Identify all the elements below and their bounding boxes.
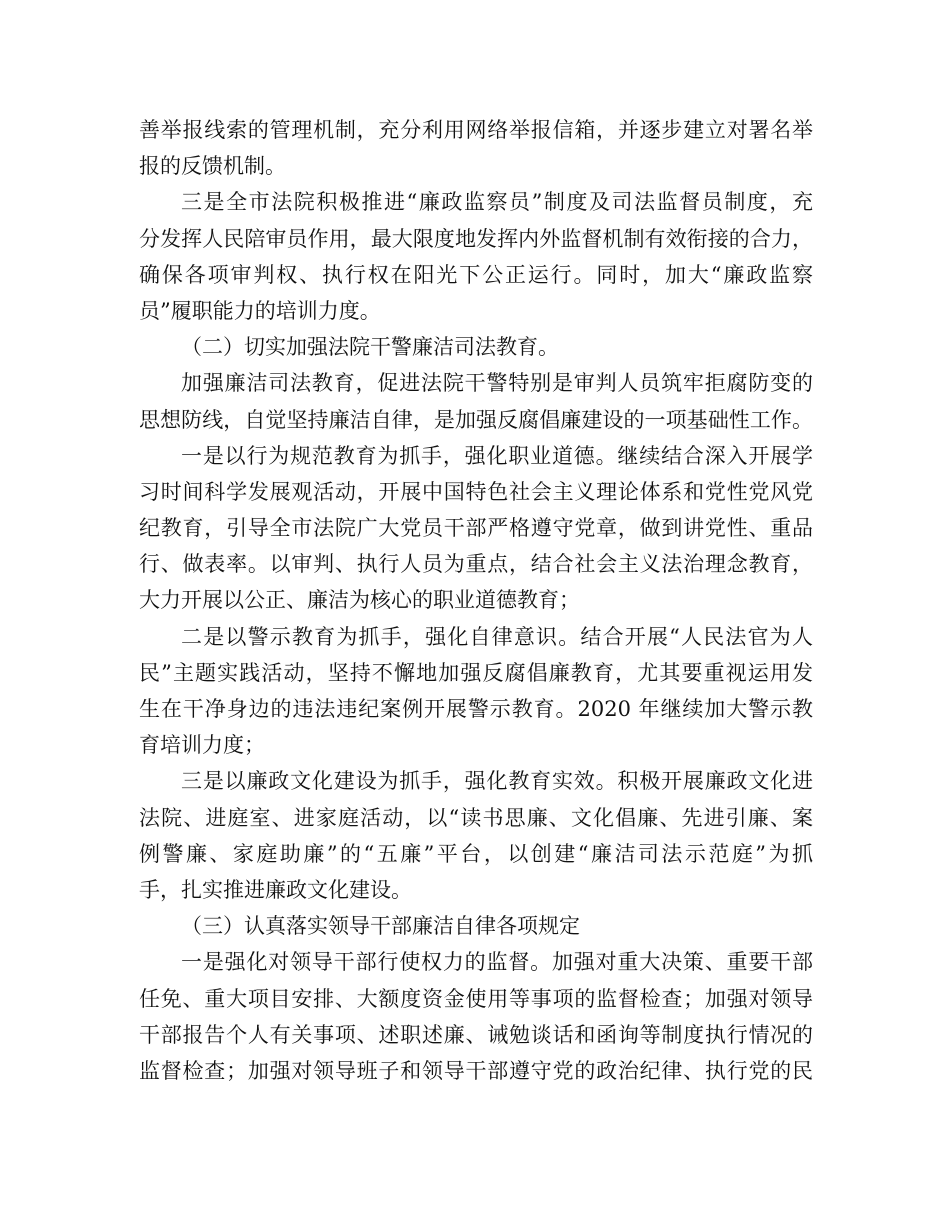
paragraph-start: 一是以行为规范教育为抓手，强化职业道德。继续结合深入开展学 [181,443,813,468]
text-line: 任免、重大项目安排、大额度资金使用等事项的监督检查；加强对领导 [139,986,813,1011]
text-line: 行、做表率。以审判、执行人员为重点，结合社会主义法治理念教育， [139,552,813,577]
paragraph-start: 三是以廉政文化建设为抓手，强化教育实效。积极开展廉政文化进 [181,769,813,794]
paragraph-start: 一是强化对领导干部行使权力的监督。加强对重大决策、重要干部 [181,950,813,975]
section-heading: （二）切实加强法院干警廉洁司法教育。 [181,335,559,360]
text-line: 手，扎实推进廉政文化建设。 [139,877,412,902]
text-line: 监督检查；加强对领导班子和领导干部遵守党的政治纪律、执行党的民 [139,1058,813,1083]
paragraph-start: 三是全市法院积极推进“廉政监察员”制度及司法监督员制度，充 [181,190,813,215]
text-line: 思想防线，自觉坚持廉洁自律，是加强反腐倡廉建设的一项基础性工作。 [139,407,813,432]
text-line: 大力开展以公正、廉洁为核心的职业道德教育； [139,588,580,613]
text-line: 员”履职能力的培训力度。 [139,298,381,323]
section-heading: （三）认真落实领导干部廉洁自律各项规定 [181,914,580,939]
text-line: 纪教育，引导全市法院广大党员干部严格遵守党章，做到讲党性、重品 [139,516,813,541]
text-line: 习时间科学发展观活动，开展中国特色社会主义理论体系和党性党风党 [139,479,813,504]
text-line: 分发挥人民陪审员作用，最大限度地发挥内外监督机制有效衔接的合力， [139,226,813,251]
paragraph-start: 二是以警示教育为抓手，强化自律意识。结合开展“人民法官为人 [181,624,813,649]
text-line: 法院、进庭室、进家庭活动，以“读书思廉、文化倡廉、先进引廉、案 [139,805,813,830]
text-line: 报的反馈机制。 [139,154,286,179]
paragraph-start: 加强廉洁司法教育，促进法院干警特别是审判人员筑牢拒腐防变的 [181,371,813,396]
text-line: 育培训力度； [139,733,265,758]
body-text [139,112,813,1089]
text-line: 例警廉、家庭助廉”的“五廉”平台，以创建“廉洁司法示范庭”为抓 [139,841,813,866]
text-line: 生在干净身边的违法违纪案例开展警示教育。2020 年继续加大警示教 [139,697,813,721]
text-line: 民”主题实践活动，坚持不懈地加强反腐倡廉教育，尤其要重视运用发 [139,660,813,685]
text-line: 确保各项审判权、执行权在阳光下公正运行。同时，加大“廉政监察 [139,262,813,287]
text-line: 善举报线索的管理机制，充分利用网络举报信箱，并逐步建立对署名举 [139,118,813,142]
text-line: 干部报告个人有关事项、述职述廉、诫勉谈话和函询等制度执行情况的 [139,1022,813,1047]
